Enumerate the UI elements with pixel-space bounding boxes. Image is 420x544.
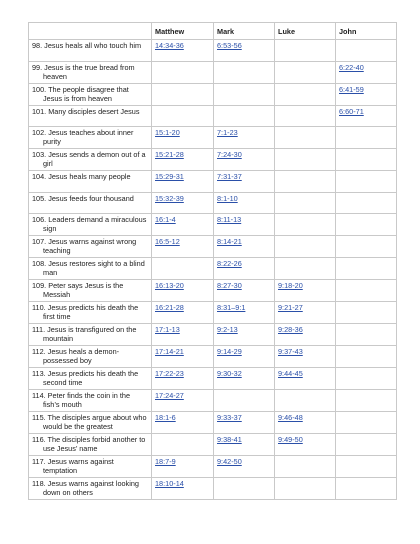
table-row xyxy=(29,236,397,258)
event-cell: 107. Jesus warns against wrong teaching xyxy=(29,236,152,258)
scripture-link[interactable]: 9:21-27 xyxy=(278,303,303,313)
event-cell: 102. Jesus teaches about inner purity xyxy=(29,127,152,149)
scripture-link[interactable]: 15:29-31 xyxy=(155,172,184,182)
luke-ref xyxy=(275,280,336,302)
matthew-ref xyxy=(152,280,214,302)
john-ref xyxy=(336,171,397,193)
table-row xyxy=(29,302,397,324)
scripture-link[interactable]: 17:14-21 xyxy=(155,347,184,357)
header-mark: Mark xyxy=(214,23,275,40)
scripture-link[interactable]: 9:46-48 xyxy=(278,413,303,423)
scripture-link[interactable]: 17:22-23 xyxy=(155,369,184,379)
table-row xyxy=(29,280,397,302)
scripture-link[interactable]: 9:2-13 xyxy=(217,325,238,335)
luke-ref xyxy=(275,456,336,478)
scripture-link[interactable]: 14:34-36 xyxy=(155,41,184,50)
scripture-link[interactable]: 9:33-37 xyxy=(217,413,242,423)
event-cell: 118. Jesus warns against looking down on others xyxy=(29,478,152,500)
matthew-ref xyxy=(152,434,214,456)
luke-ref xyxy=(275,346,336,368)
scripture-link[interactable]: 9:42-50 xyxy=(217,457,242,467)
scripture-link[interactable]: 18:10-14 xyxy=(155,479,184,489)
matthew-ref xyxy=(152,412,214,434)
event-cell: 111. Jesus is transfigured on the mountain xyxy=(29,324,152,346)
mark-ref xyxy=(214,390,275,412)
mark-ref xyxy=(214,40,275,62)
matthew-ref xyxy=(152,192,214,214)
event-cell: 114. Peter finds the coin in the fish’s mouth xyxy=(29,390,152,412)
scripture-link[interactable]: 15:32-39 xyxy=(155,193,184,203)
table-row xyxy=(29,40,397,62)
matthew-ref xyxy=(152,478,214,500)
mark-ref xyxy=(214,127,275,149)
scripture-link[interactable]: 9:14-29 xyxy=(217,347,242,357)
scripture-link[interactable]: 8:1-10 xyxy=(217,193,238,203)
mark-ref xyxy=(214,412,275,434)
table-row xyxy=(29,478,397,500)
scripture-link[interactable]: 16:5-12 xyxy=(155,237,180,247)
harmony-page xyxy=(28,22,396,500)
mark-ref xyxy=(214,456,275,478)
mark-ref xyxy=(214,171,275,193)
mark-ref xyxy=(214,280,275,302)
scripture-link[interactable]: 9:49-50 xyxy=(278,435,303,445)
john-ref xyxy=(336,434,397,456)
event-cell: 110. Jesus predicts his death the first time xyxy=(29,302,152,324)
john-ref xyxy=(336,105,397,127)
table-row xyxy=(29,127,397,149)
john-ref xyxy=(336,214,397,236)
scripture-link[interactable]: 8:27-30 xyxy=(217,281,242,291)
scripture-link[interactable]: 9:38-41 xyxy=(217,435,242,445)
scripture-link[interactable]: 16:1-4 xyxy=(155,215,176,225)
john-ref xyxy=(336,280,397,302)
table-row xyxy=(29,83,397,105)
gospel-harmony-table xyxy=(28,22,397,500)
event-cell: 105. Jesus feeds four thousand xyxy=(29,192,152,214)
luke-ref xyxy=(275,83,336,105)
header-john: John xyxy=(336,23,397,40)
table-row xyxy=(29,214,397,236)
luke-ref xyxy=(275,127,336,149)
mark-ref xyxy=(214,478,275,500)
table-row xyxy=(29,346,397,368)
scripture-link[interactable]: 15:21-28 xyxy=(155,150,184,160)
luke-ref xyxy=(275,258,336,280)
mark-ref xyxy=(214,236,275,258)
event-cell: 100. The people disagree that Jesus is from heaven xyxy=(29,83,152,105)
john-ref xyxy=(336,149,397,171)
mark-ref xyxy=(214,214,275,236)
john-ref xyxy=(336,324,397,346)
luke-ref xyxy=(275,434,336,456)
event-cell: 108. Jesus restores sight to a blind man xyxy=(29,258,152,280)
luke-ref xyxy=(275,390,336,412)
scripture-link[interactable]: 17:24-27 xyxy=(155,391,184,401)
matthew-ref xyxy=(152,346,214,368)
mark-ref xyxy=(214,434,275,456)
scripture-link[interactable]: 9:44-45 xyxy=(278,369,303,379)
table-row xyxy=(29,61,397,83)
table-row xyxy=(29,324,397,346)
table-row xyxy=(29,149,397,171)
scripture-link[interactable]: 9:30-32 xyxy=(217,369,242,379)
matthew-ref xyxy=(152,171,214,193)
event-cell: 101. Many disciples desert Jesus xyxy=(29,105,152,127)
scripture-link[interactable]: 7:24-30 xyxy=(217,150,242,160)
scripture-link[interactable]: 8:11-13 xyxy=(217,215,242,225)
john-ref xyxy=(336,192,397,214)
matthew-ref xyxy=(152,302,214,324)
header-luke: Luke xyxy=(275,23,336,40)
john-ref xyxy=(336,412,397,434)
matthew-ref xyxy=(152,61,214,83)
john-ref xyxy=(336,390,397,412)
luke-ref xyxy=(275,149,336,171)
header-matthew: Matthew xyxy=(152,23,214,40)
john-ref xyxy=(336,40,397,62)
event-cell: 98. Jesus heals all who touch him xyxy=(29,40,152,62)
mark-ref xyxy=(214,302,275,324)
event-cell: 116. The disciples forbid another to use Jesus’ name xyxy=(29,434,152,456)
mark-ref xyxy=(214,324,275,346)
matthew-ref xyxy=(152,83,214,105)
matthew-ref xyxy=(152,258,214,280)
mark-ref xyxy=(214,149,275,171)
scripture-link[interactable]: 8:31–9:1 xyxy=(217,303,246,313)
luke-ref xyxy=(275,236,336,258)
john-ref xyxy=(336,127,397,149)
john-ref xyxy=(336,456,397,478)
john-ref xyxy=(336,302,397,324)
luke-ref xyxy=(275,302,336,324)
matthew-ref xyxy=(152,149,214,171)
matthew-ref xyxy=(152,40,214,62)
john-ref xyxy=(336,346,397,368)
scripture-link[interactable]: 8:22-26 xyxy=(217,259,242,269)
scripture-link[interactable]: 9:18-20 xyxy=(278,281,303,291)
mark-ref xyxy=(214,105,275,127)
mark-ref xyxy=(214,346,275,368)
luke-ref xyxy=(275,192,336,214)
scripture-link[interactable]: 9:37-43 xyxy=(278,347,303,357)
table-body xyxy=(29,40,397,500)
table-row xyxy=(29,258,397,280)
scripture-link[interactable]: 17:1-13 xyxy=(155,325,180,335)
mark-ref xyxy=(214,83,275,105)
matthew-ref xyxy=(152,390,214,412)
event-cell: 115. The disciples argue about who would be the greatest xyxy=(29,412,152,434)
header-row xyxy=(29,23,397,40)
luke-ref xyxy=(275,478,336,500)
luke-ref xyxy=(275,412,336,434)
scripture-link[interactable]: 7:31-37 xyxy=(217,172,242,182)
luke-ref xyxy=(275,171,336,193)
matthew-ref xyxy=(152,214,214,236)
table-row xyxy=(29,456,397,478)
luke-ref xyxy=(275,105,336,127)
event-cell: 99. Jesus is the true bread from heaven xyxy=(29,61,152,83)
mark-ref xyxy=(214,368,275,390)
luke-ref xyxy=(275,324,336,346)
table-row xyxy=(29,434,397,456)
matthew-ref xyxy=(152,368,214,390)
scripture-link[interactable]: 6:41-59 xyxy=(339,84,364,94)
event-cell: 106. Leaders demand a miraculous sign xyxy=(29,214,152,236)
event-cell: 103. Jesus sends a demon out of a girl xyxy=(29,149,152,171)
matthew-ref xyxy=(152,127,214,149)
mark-ref xyxy=(214,192,275,214)
matthew-ref xyxy=(152,324,214,346)
matthew-ref xyxy=(152,105,214,127)
scripture-link[interactable]: 7:1-23 xyxy=(217,128,238,138)
event-cell: 113. Jesus predicts his death the second time xyxy=(29,368,152,390)
matthew-ref xyxy=(152,456,214,478)
mark-ref xyxy=(214,258,275,280)
john-ref xyxy=(336,478,397,500)
john-ref xyxy=(336,258,397,280)
luke-ref xyxy=(275,214,336,236)
scripture-link[interactable]: 18:1-6 xyxy=(155,413,176,423)
scripture-link[interactable]: 16:21-28 xyxy=(155,303,184,313)
john-ref xyxy=(336,236,397,258)
table-row xyxy=(29,192,397,214)
luke-ref xyxy=(275,40,336,62)
table-row xyxy=(29,171,397,193)
table-row xyxy=(29,368,397,390)
scripture-link[interactable]: 9:28-36 xyxy=(278,325,303,335)
scripture-link[interactable]: 15:1-20 xyxy=(155,128,180,138)
scripture-link[interactable]: 6:53-56 xyxy=(217,41,242,50)
mark-ref xyxy=(214,61,275,83)
scripture-link[interactable]: 6:22-40 xyxy=(339,62,364,72)
scripture-link[interactable]: 8:14-21 xyxy=(217,237,242,247)
event-cell: 112. Jesus heals a demon-possessed boy xyxy=(29,346,152,368)
header-event xyxy=(29,23,152,40)
scripture-link[interactable]: 18:7-9 xyxy=(155,457,176,467)
event-cell: 109. Peter says Jesus is the Messiah xyxy=(29,280,152,302)
john-ref xyxy=(336,61,397,83)
event-cell: 117. Jesus warns against temptation xyxy=(29,456,152,478)
matthew-ref xyxy=(152,236,214,258)
scripture-link[interactable]: 16:13-20 xyxy=(155,281,184,291)
table-row xyxy=(29,105,397,127)
scripture-link[interactable]: 6:60-71 xyxy=(339,106,364,116)
event-cell: 104. Jesus heals many people xyxy=(29,171,152,193)
table-row xyxy=(29,412,397,434)
luke-ref xyxy=(275,368,336,390)
table-row xyxy=(29,390,397,412)
john-ref xyxy=(336,83,397,105)
luke-ref xyxy=(275,61,336,83)
john-ref xyxy=(336,368,397,390)
